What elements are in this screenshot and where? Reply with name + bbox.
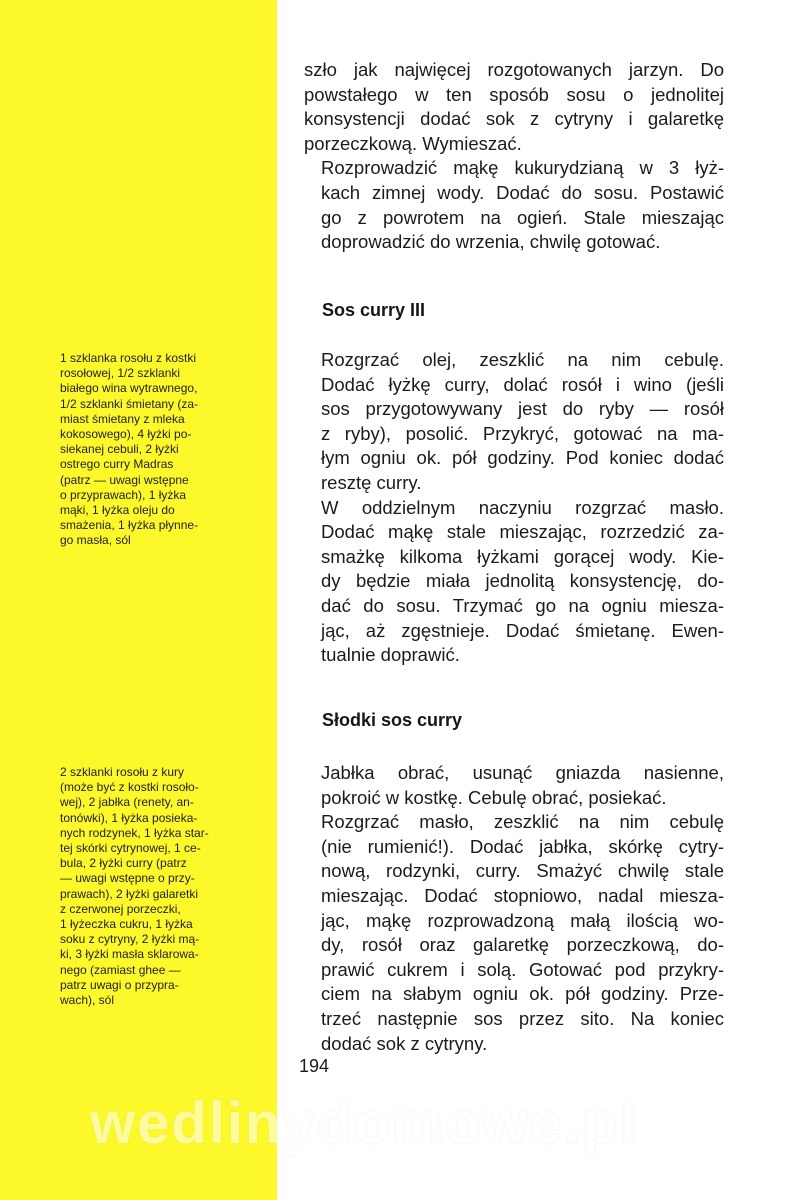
text-line: Dodać łyżkę curry, dolać rosół i wino (jeśli: [321, 373, 724, 395]
intro-paragraph-1: [304, 58, 724, 156]
text-line: patrz uwagi o przypra-: [60, 977, 179, 992]
ingredients-sos-curry-iii: [60, 351, 262, 549]
recipe-title-slodki-sos-curry: Słodki sos curry: [322, 710, 463, 730]
text-line: Dodać mąkę stale mieszając, rozrzedzić za-: [321, 521, 724, 543]
text-line: Rozprowadzić mąkę kukurydzianą w 3 łyż-: [321, 157, 724, 179]
text-line: go masła, sól: [60, 533, 131, 548]
text-line: ostrego curry Madras: [60, 457, 174, 472]
recipe-text-slodki-sos-curry: [304, 761, 724, 1056]
text-line: powstałego w ten sposób sosu o jednolitej: [304, 83, 724, 105]
recipe-title-sos-curry-iii: Sos curry III: [322, 300, 426, 320]
text-line: 1/2 szklanki śmietany (za-: [60, 396, 199, 411]
text-line: jąc, aż zgęstnieje. Dodać śmietanę. Ewen-: [321, 619, 724, 641]
intro-text: [304, 58, 724, 255]
recipe2-paragraph-2: [304, 810, 724, 1056]
text-line: pokroić w kostkę. Cebulę obrać, posiekać.: [321, 786, 667, 808]
text-line: wach), sól: [60, 993, 115, 1008]
text-line: 2 szklanki rosołu z kury: [60, 765, 185, 779]
text-line: Jabłka obrać, usunąć gniazda nasienne,: [321, 762, 724, 783]
text-line: — uwagi wstępne o przy-: [60, 871, 195, 886]
text-line: 1 łyżeczka cukru, 1 łyżka: [60, 917, 193, 932]
text-line: doprowadzić do wrzenia, chwilę gotować.: [321, 231, 661, 253]
text-line: Rozgrzać olej, zeszklić na nim cebulę.: [321, 349, 724, 370]
text-line: z ryby), posolić. Przykryć, gotować na ma-: [321, 422, 724, 444]
text-line: trzeć następnie sos przez sito. Na koniec: [321, 1007, 724, 1029]
text-line: nych rodzynek, 1 łyżka star-: [60, 825, 209, 840]
text-line: W oddzielnym naczyniu rozgrzać masło.: [321, 496, 724, 518]
watermark-logo: wedlinydomowe.pl: [90, 1091, 638, 1156]
text-line: 1 szklanka rosołu z kostki: [60, 351, 197, 365]
text-line: nową, rodzynki, curry. Smażyć chwilę stale: [321, 860, 724, 882]
text-line: rosołowej, 1/2 szklanki: [60, 366, 181, 381]
intro-paragraph-2: [304, 156, 724, 254]
text-line: dać do sosu. Trzymać go na ogniu miesza-: [321, 594, 724, 616]
text-line: smażenia, 1 łyżka płynne-: [60, 518, 199, 533]
text-line: tonówki), 1 łyżka posieka-: [60, 810, 198, 825]
text-line: kokosowego), 4 łyżki po-: [60, 427, 192, 442]
text-line: dodać sok z cytryny.: [321, 1032, 488, 1054]
text-line: prawach), 2 łyżki galaretki: [60, 886, 199, 901]
text-line: szło jak najwięcej rozgotowanych jarzyn. Do: [304, 59, 724, 80]
text-line: nego (zamiast ghee —: [60, 962, 181, 977]
text-line: miast śmietany z mleka: [60, 411, 185, 426]
text-line: sos przygotowywany jest do ryby — rosół: [321, 398, 724, 420]
text-line: mąki, 1 łyżka oleju do: [60, 503, 175, 518]
ingredients-slodki-sos-curry: [60, 765, 262, 1008]
recipe1-paragraph-2: [304, 496, 724, 668]
text-line: bula, 2 łyżki curry (patrz: [60, 856, 187, 871]
text-line: konsystencji dodać sok z cytryny i galaretkę: [304, 108, 724, 130]
text-line: (patrz — uwagi wstępne: [60, 472, 189, 487]
recipe2-paragraph-1: [304, 761, 724, 810]
text-line: (nie rumienić!). Dodać jabłka, skórkę cytry-: [321, 835, 724, 857]
yellow-sidebar: [0, 0, 277, 1200]
text-line: (może być z kostki rosoło-: [60, 780, 199, 795]
text-line: resztę curry.: [321, 471, 422, 493]
text-line: jąc, mąkę rozprowadzoną małą ilością wo-: [321, 909, 724, 931]
text-line: o przyprawach), 1 łyżka: [60, 487, 187, 502]
text-line: łym ogniu ok. pół godziny. Pod koniec dodać: [321, 447, 724, 469]
recipe1-paragraph-1: [304, 348, 724, 496]
recipe-text-sos-curry-iii: [304, 348, 724, 668]
text-line: tualnie doprawić.: [321, 644, 460, 666]
text-line: dy, rosół oraz galaretkę porzeczkową, do-: [321, 934, 724, 956]
text-line: go z powrotem na ogień. Stale mieszając: [321, 206, 724, 228]
text-line: z czerwonej porzeczki,: [60, 901, 181, 916]
text-line: wej), 2 jabłka (renety, an-: [60, 795, 194, 810]
text-line: białego wina wytrawnego,: [60, 381, 198, 396]
text-line: smażkę kilkoma łyżkami gorącej wody. Kie-: [321, 545, 724, 567]
page-number: 194: [299, 1056, 330, 1076]
text-line: Rozgrzać masło, zeszklić na nim cebulę: [321, 811, 724, 833]
text-line: porzeczkową. Wymieszać.: [304, 132, 522, 154]
text-line: soku z cytryny, 2 łyżki mą-: [60, 932, 200, 947]
text-line: ki, 3 łyżki masła sklarowa-: [60, 947, 199, 962]
text-line: prawić cukrem i solą. Gotować pod przykry-: [321, 958, 724, 980]
text-line: tej skórki cytrynowej, 1 ce-: [60, 841, 201, 856]
text-line: dy będzie miała jednolitą konsystencję, do-: [321, 570, 724, 592]
text-line: ciem na słabym ogniu ok. pół godziny. Prze-: [321, 983, 724, 1005]
text-line: siekanej cebuli, 2 łyżki: [60, 442, 179, 457]
text-line: kach zimnej wody. Dodać do sosu. Postawić: [321, 181, 724, 203]
text-line: mieszając. Dodać stopniowo, nadal miesza-: [321, 884, 724, 906]
